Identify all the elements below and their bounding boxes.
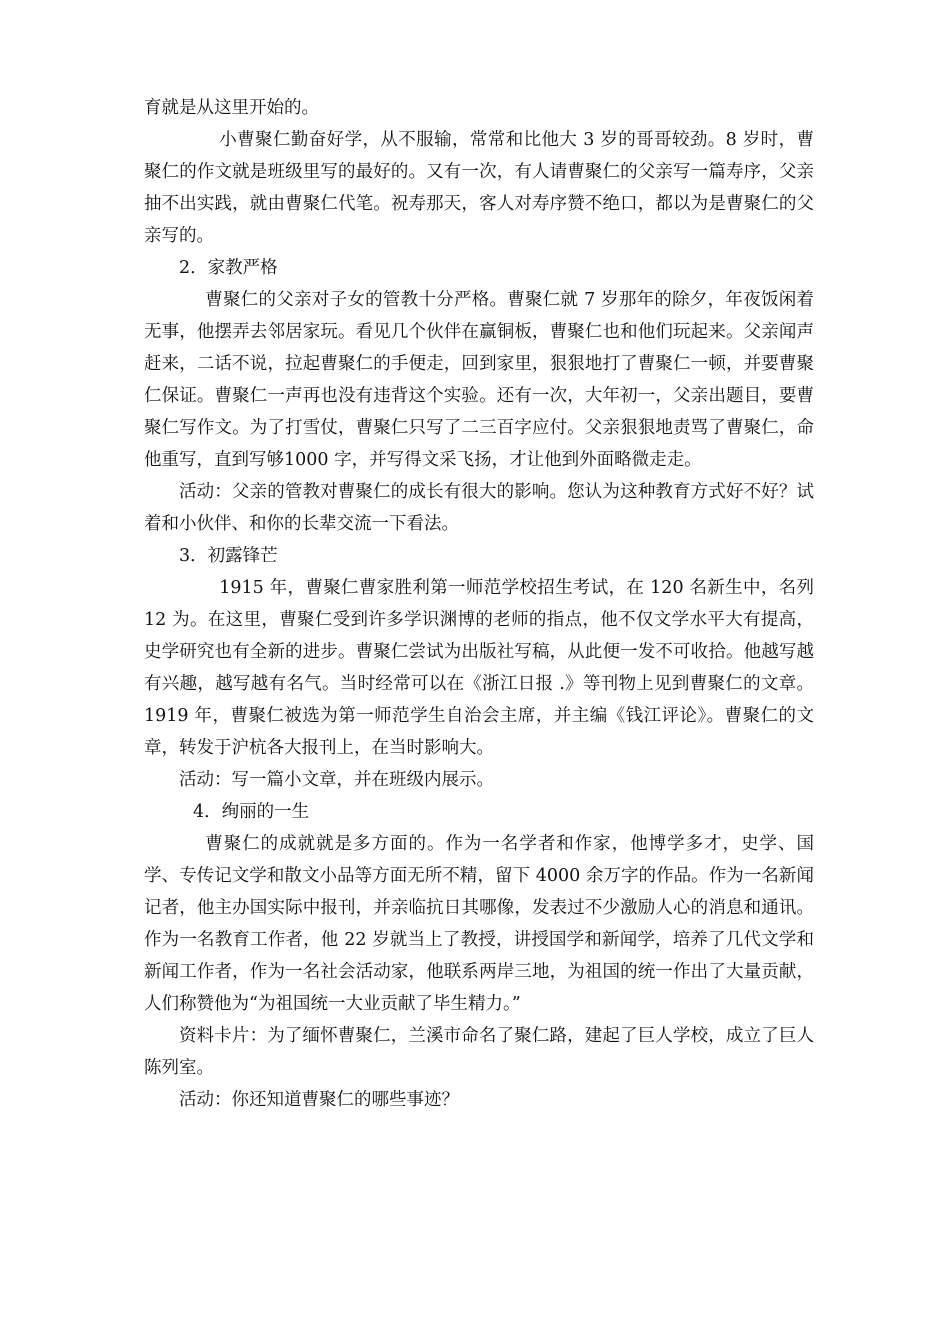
activity-strict-family: 活动：父亲的管教对曹聚仁的成长有很大的影响。您认为这种教育方式好不好？试着和小伙伴、和你的长辈交流一下看法。 xyxy=(144,482,814,534)
activity-brilliant-life: 活动：你还知道曹聚仁的哪些事迹？ xyxy=(179,1090,459,1110)
section-heading-strict-family: 2．家教严格 xyxy=(179,258,278,278)
paragraph-emerging: 1915 年，曹聚仁曹家胜利第一师范学校招生考试，在 120 名新生中，名列 12 为。在这里，曹聚仁受到许多学识渊博的老师的指点，他不仅文学水平大有提高，史学研究也有全新的进步。曹聚仁尝试为出版社写稿，从此便一发不可收拾。他越写越有兴趣，越写越有名气。当时经常可以在《浙江日报 .》等刊物上见到曹聚仁的文章。1919 年，曹聚仁被选为第一师范学生自治会主席，并主编《钱江评论》。曹聚仁的文章，转发于沪杭各大报刊上，在当时影响大。 xyxy=(144,578,814,758)
section-heading-brilliant-life: 4．绚丽的一生 xyxy=(193,802,310,822)
section-heading-emerging: 3．初露锋芒 xyxy=(179,546,278,566)
paragraph-diligent: 小曹聚仁勤奋好学，从不服输，常常和比他大 3 岁的哥哥较劲。8 岁时，曹聚仁的作文就是班级里写的最好的。又有一次，有人请曹聚仁的父亲写一篇寿序，父亲抽不出实践，就由曹聚仁代笔。祝寿那天，客人对寿序赞不绝口，都以为是曹聚仁的父亲写的。 xyxy=(144,130,814,246)
paragraph-intro-end: 育就是从这里开始的。 xyxy=(144,98,319,118)
paragraph-brilliant-life: 曹聚仁的成就就是多方面的。作为一名学者和作家，他博学多才，史学、国学、专传记文学和散文小品等方面无所不精，留下 4000 余万字的作品。作为一名新闻记者，他主办国实际中报刊，并亲临抗日其哪像，发表过不少激励人心的消息和通讯。作为一名教育工作者，他 22 岁就当上了教授，讲授国学和新闻学，培养了几代文学和新闻工作者，作为一名社会活动家，他联系两岸三地，为祖国的统一作出了大量贡献，人们称赞他为“为祖国统一大业贡献了毕生精力。” xyxy=(144,834,814,1014)
document-page xyxy=(144,92,814,1116)
info-card: 资料卡片：为了缅怀曹聚仁，兰溪市命名了聚仁路，建起了巨人学校，成立了巨人陈列室。 xyxy=(144,1026,814,1078)
paragraph-strict-family: 曹聚仁的父亲对子女的管教十分严格。曹聚仁就 7 岁那年的除夕，年夜饭闲着无事，他摆弄去邻居家玩。看见几个伙伴在赢铜板，曹聚仁也和他们玩起来。父亲闻声赶来，二话不说，拉起曹聚仁的手便走，回到家里，狠狠地打了曹聚仁一顿，并要曹聚仁保证。曹聚仁一声再也没有违背这个实验。还有一次，大年初一，父亲出题目，要曹聚仁写作文。为了打雪仗，曹聚仁只写了二三百字应付。父亲狠狠地责骂了曹聚仁，命他重写，直到写够1000 字，并写得文采飞扬，才让他到外面略微走走。 xyxy=(144,290,814,470)
activity-emerging: 活动：写一篇小文章，并在班级内展示。 xyxy=(179,770,494,790)
